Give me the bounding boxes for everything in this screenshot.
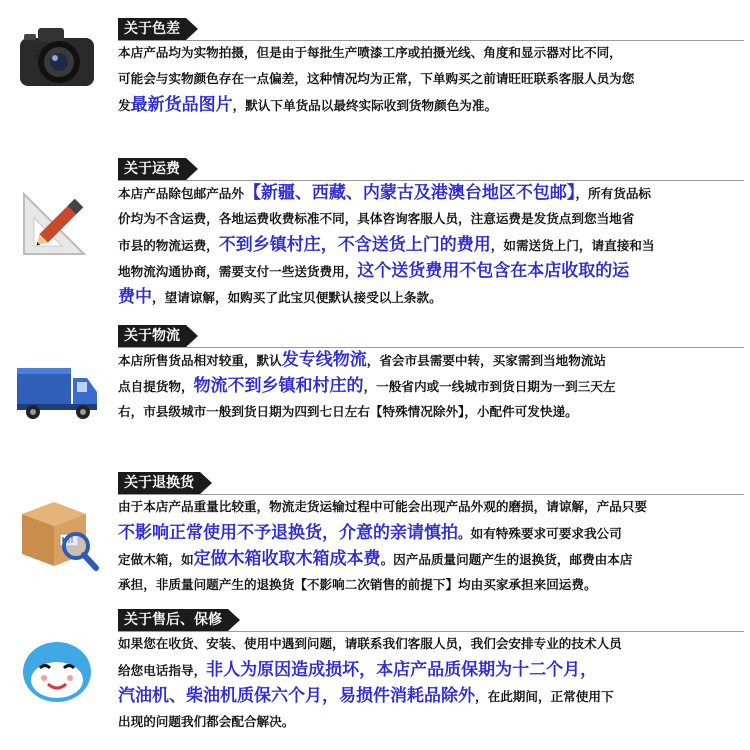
highlight-text: 汽油机、柴油机质保六个月，易损件消耗品除外	[118, 686, 475, 706]
highlight-text: 不影响正常使用不予退换货，介意的亲请慎拍	[118, 523, 458, 543]
body-text: ，省会市县需要中转，买家需到当地物流站	[366, 353, 606, 368]
text-line	[118, 284, 746, 310]
text-line	[118, 709, 746, 735]
text-line	[118, 373, 746, 399]
body-text: ，一般省内或一线城市到货日期为一到三天左	[363, 379, 616, 394]
highlight-text: 费中	[118, 287, 152, 307]
body-text: 出现的问题我们都会配合解决。	[118, 714, 295, 729]
text-line	[118, 546, 746, 572]
body-text: 市县的物流运费，	[118, 238, 219, 253]
body-text: 可能会与实物颜色存在一点偏差，这种情况均为正常，下单购买之前请旺旺联系客服人员为您	[118, 71, 635, 86]
body-text: 点自提货物，	[118, 379, 194, 394]
body-text: 本店所售货品相对较重，默认	[118, 353, 282, 368]
section-title: 关于退换货	[118, 472, 200, 494]
text-line	[118, 258, 746, 284]
section-body	[118, 40, 746, 118]
body-text: 本店产品除包邮产品外	[118, 186, 244, 201]
body-text: 发	[118, 98, 131, 113]
text-line	[118, 520, 746, 546]
pencil-ruler-icon	[14, 176, 100, 262]
body-text: 给您电话指导，	[118, 663, 207, 678]
highlight-text: 最新货品图片	[130, 95, 233, 115]
text-line	[118, 494, 746, 520]
text-line	[118, 92, 746, 118]
body-text: 价均为不含运费，各地运费收费标准不同，具体咨询客服人员，注意运费是发货点到您当地省	[118, 211, 635, 226]
body-text: 定做木箱，如	[118, 552, 194, 567]
section-body	[118, 631, 746, 735]
highlight-text: 这个送货费用不包含在本店收取的运	[357, 261, 630, 281]
smiley-face-icon	[14, 628, 100, 714]
section-body	[118, 494, 746, 598]
text-line	[118, 180, 746, 206]
package-search-icon	[14, 490, 100, 576]
body-text: ，望请谅解，如购买了此宝贝便默认接受以上条款。	[152, 290, 442, 305]
section-title: 关于物流	[118, 325, 186, 347]
body-text: ，默认下单货品以最终实际收到货物颜色为准。	[232, 98, 498, 113]
text-line	[118, 232, 746, 258]
text-line	[118, 399, 746, 425]
text-line	[118, 657, 746, 683]
body-text: 。因产品质量问题产生的退换货，邮费由本店	[380, 552, 633, 567]
highlight-text: 【新疆、西藏、内蒙古及港澳台地区不包邮】	[243, 183, 576, 203]
body-text: ，如需送货上门，请直接和当	[490, 238, 655, 253]
body-text: 。如有特殊要求可要求我公司	[458, 526, 622, 541]
text-line	[118, 572, 746, 598]
section-body	[118, 347, 746, 425]
text-line	[118, 347, 746, 373]
truck-icon	[10, 346, 106, 432]
text-line	[118, 66, 746, 92]
text-line	[118, 206, 746, 232]
body-text: ，在此期间，正常使用下	[475, 689, 614, 704]
body-text: 本店产品均为实物拍摄，但是由于每批生产喷漆工序或拍摄光线、角度和显示器对比不同，	[118, 45, 622, 60]
body-text: 由于本店产品重量比较重，物流走货运输过程中可能会出现产品外观的磨损，请谅解，产品只要	[118, 499, 647, 514]
body-text: ，所有货品标	[575, 186, 651, 201]
highlight-text: 不到乡镇村庄，不含送货上门的费用	[218, 235, 491, 255]
section-title: 关于色差	[118, 18, 186, 40]
section-title: 关于售后、保修	[118, 609, 228, 631]
body-text: 承担，非质量问题产生的退换货【不影响二次销售的前提下】均由买家承担来回运费。	[118, 577, 597, 592]
text-line	[118, 683, 746, 709]
text-line	[118, 40, 746, 66]
highlight-text: 物流不到乡镇和村庄的	[193, 376, 364, 396]
highlight-text: 定做木箱收取木箱成本费	[193, 549, 381, 569]
section-body	[118, 180, 746, 310]
section-title: 关于运费	[118, 158, 186, 180]
highlight-text: 发专线物流	[281, 350, 367, 370]
body-text: 地物流沟通协商，需要支付一些送货费用，	[118, 264, 358, 279]
camera-icon	[14, 14, 100, 100]
body-text: 右，市县级城市一般到货日期为四到七日左右【特殊情况除外】，小配件可发快递。	[118, 404, 578, 419]
text-line	[118, 631, 746, 657]
highlight-text: 非人为原因造成损坏，本店产品质保期为十二个月，	[206, 660, 598, 680]
body-text: 如果您在收货、安装、使用中遇到问题，请联系我们客服人员，我们会安排专业的技术人员	[118, 636, 622, 651]
